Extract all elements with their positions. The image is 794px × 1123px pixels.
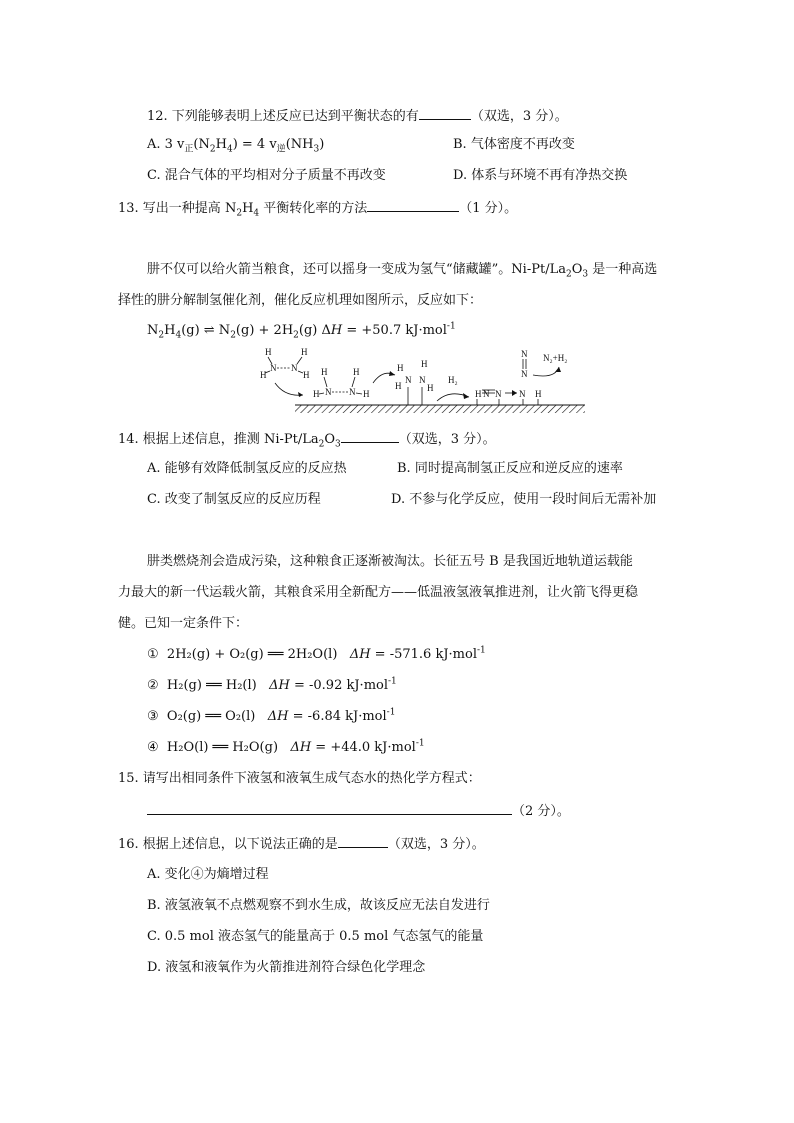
passage-2-line-1: 肼类燃烧剂会造成污染，这种粮食正逐渐被淘汰。长征五号 B 是我国近地轨道运载能 xyxy=(147,554,633,569)
answer-blank[interactable] xyxy=(367,198,459,212)
q14-option-a[interactable]: A. 能够有效降低制氢反应的反应热 xyxy=(147,461,347,476)
passage-2-line-3: 健。已知一定条件下： xyxy=(118,616,249,631)
svg-text:H: H xyxy=(535,389,542,399)
svg-text:N: N xyxy=(405,375,412,385)
catalyst-surface xyxy=(295,405,585,413)
free-hydrazine-molecule xyxy=(260,347,310,380)
q12-option-d[interactable]: D. 体系与环境不再有净热交换 xyxy=(453,168,628,183)
equation-1: ① 2H₂(g) + O₂(g) ══ 2H₂O(l) ΔH = -571.6 kJ·mol$^{-1}$ xyxy=(147,645,486,662)
dissociated-intermediate xyxy=(395,359,434,405)
q14-stem: 14. 根据上述信息，推测 $Ni-Pt/La_2O_3$ （双选，3 分）。 xyxy=(118,429,496,449)
q12-option-c[interactable]: C. 混合气体的平均相对分子质量不再改变 xyxy=(147,168,386,183)
svg-text:N: N xyxy=(495,389,502,399)
q13-stem: 13. 写出一种提高 $N_2H_4$ 平衡转化率的方法 （1 分）。 xyxy=(118,198,517,218)
adsorbed-hydrazine xyxy=(313,367,370,399)
q14-option-b[interactable]: B. 同时提高制氢正反应和逆反应的速率 xyxy=(397,461,623,476)
q15-stem: 15. 请写出相同条件下液氢和液氧生成气态水的热化学方程式： xyxy=(118,771,481,786)
svg-text:H: H xyxy=(303,370,310,380)
svg-text:N: N xyxy=(419,375,426,385)
answer-blank[interactable] xyxy=(419,106,471,120)
svg-text:N: N xyxy=(521,349,528,359)
svg-text:H: H xyxy=(395,381,402,391)
equation-4: ④ H₂O(l) ══ H₂O(g) ΔH = +44.0 kJ·mol$^{-1}$ xyxy=(147,738,425,755)
svg-text:H: H xyxy=(301,347,308,357)
q15-answer-line: （2 分）。 xyxy=(147,801,570,821)
equation-3: ③ O₂(g) ══ O₂(l) ΔH = -6.84 kJ·mol$^{-1}$ xyxy=(147,707,396,724)
svg-text:N: N xyxy=(521,369,528,379)
answer-blank[interactable] xyxy=(341,429,399,443)
svg-text:N: N xyxy=(483,389,490,399)
q14-option-c[interactable]: C. 改变了制氢反应的反应历程 xyxy=(147,492,321,507)
q14-option-d[interactable]: D. 不参与化学反应，使用一段时间后无需补加 xyxy=(391,492,657,507)
passage-2-line-2: 力最大的新一代运载火箭，其粮食采用全新配方——低温液氢液氧推进剂，让火箭飞得更稳 xyxy=(118,585,639,600)
svg-text:N: N xyxy=(325,387,332,397)
passage-1-line-1: 肼不仅可以给火箭当粮食，还可以摇身一变成为氢气“储藏罐”。$Ni-Pt/La_2O_3$ 是一种高选 xyxy=(147,262,658,280)
svg-text:H: H xyxy=(421,359,428,369)
q16-option-c[interactable]: C. 0.5 mol 液态氢气的能量高于 0.5 mol 气态氢气的能量 xyxy=(147,929,484,944)
nitrogen-desorption xyxy=(519,349,567,405)
q16-option-b[interactable]: B. 液氢液氧不点燃观察不到水生成，故该反应无法自发进行 xyxy=(147,898,490,913)
svg-text:H: H xyxy=(353,367,360,377)
svg-text:H: H xyxy=(313,389,320,399)
answer-blank[interactable] xyxy=(147,801,512,815)
reaction-equation: $N_2H_4(g)$ ⇌ $N_2(g) + 2H_2(g) \Delta H = +50.7$ kJ·mol$^{-1}$ xyxy=(147,321,456,341)
svg-text:N: N xyxy=(270,363,277,373)
q16-option-d[interactable]: D. 液氢和液氧作为火箭推进剂符合绿色化学理念 xyxy=(147,960,426,975)
svg-text:N: N xyxy=(519,389,526,399)
svg-text:N: N xyxy=(349,387,356,397)
passage-1-line-2: 择性的肼分解制氢催化剂，催化反应机理如图所示，反应如下： xyxy=(118,293,483,308)
svg-text:H: H xyxy=(260,370,267,380)
diazene-intermediate xyxy=(475,389,502,405)
q16-stem: 16. 根据上述信息，以下说法正确的是 （双选，3 分）。 xyxy=(118,834,485,854)
svg-text:H: H xyxy=(321,367,328,377)
svg-text:H: H xyxy=(427,383,434,393)
q16-option-a[interactable]: A. 变化④为熵增过程 xyxy=(147,867,269,882)
nitrogen-hydrogen-label: N₂+H₂ xyxy=(543,353,568,363)
svg-text:N: N xyxy=(291,363,298,373)
svg-text:H: H xyxy=(265,347,272,357)
answer-blank[interactable] xyxy=(338,834,388,848)
q12-option-b[interactable]: B. 气体密度不再改变 xyxy=(453,137,575,152)
mechanism-diagram xyxy=(255,345,585,417)
svg-text:H: H xyxy=(397,363,404,373)
hydrogen-label: H₂ xyxy=(448,375,458,385)
svg-text:H: H xyxy=(363,389,370,399)
svg-text:H: H xyxy=(475,389,482,399)
equation-2: ② H₂(g) ══ H₂(l) ΔH = -0.92 kJ·mol$^{-1}$ xyxy=(147,676,397,693)
q12-option-a[interactable]: A. 3 $v_正(N_2H_4) = 4$ $v_逆(NH_3)$ xyxy=(147,137,325,155)
q12-stem: 12. 下列能够表明上述反应已达到平衡状态的有 （双选，3 分）。 xyxy=(147,106,568,126)
